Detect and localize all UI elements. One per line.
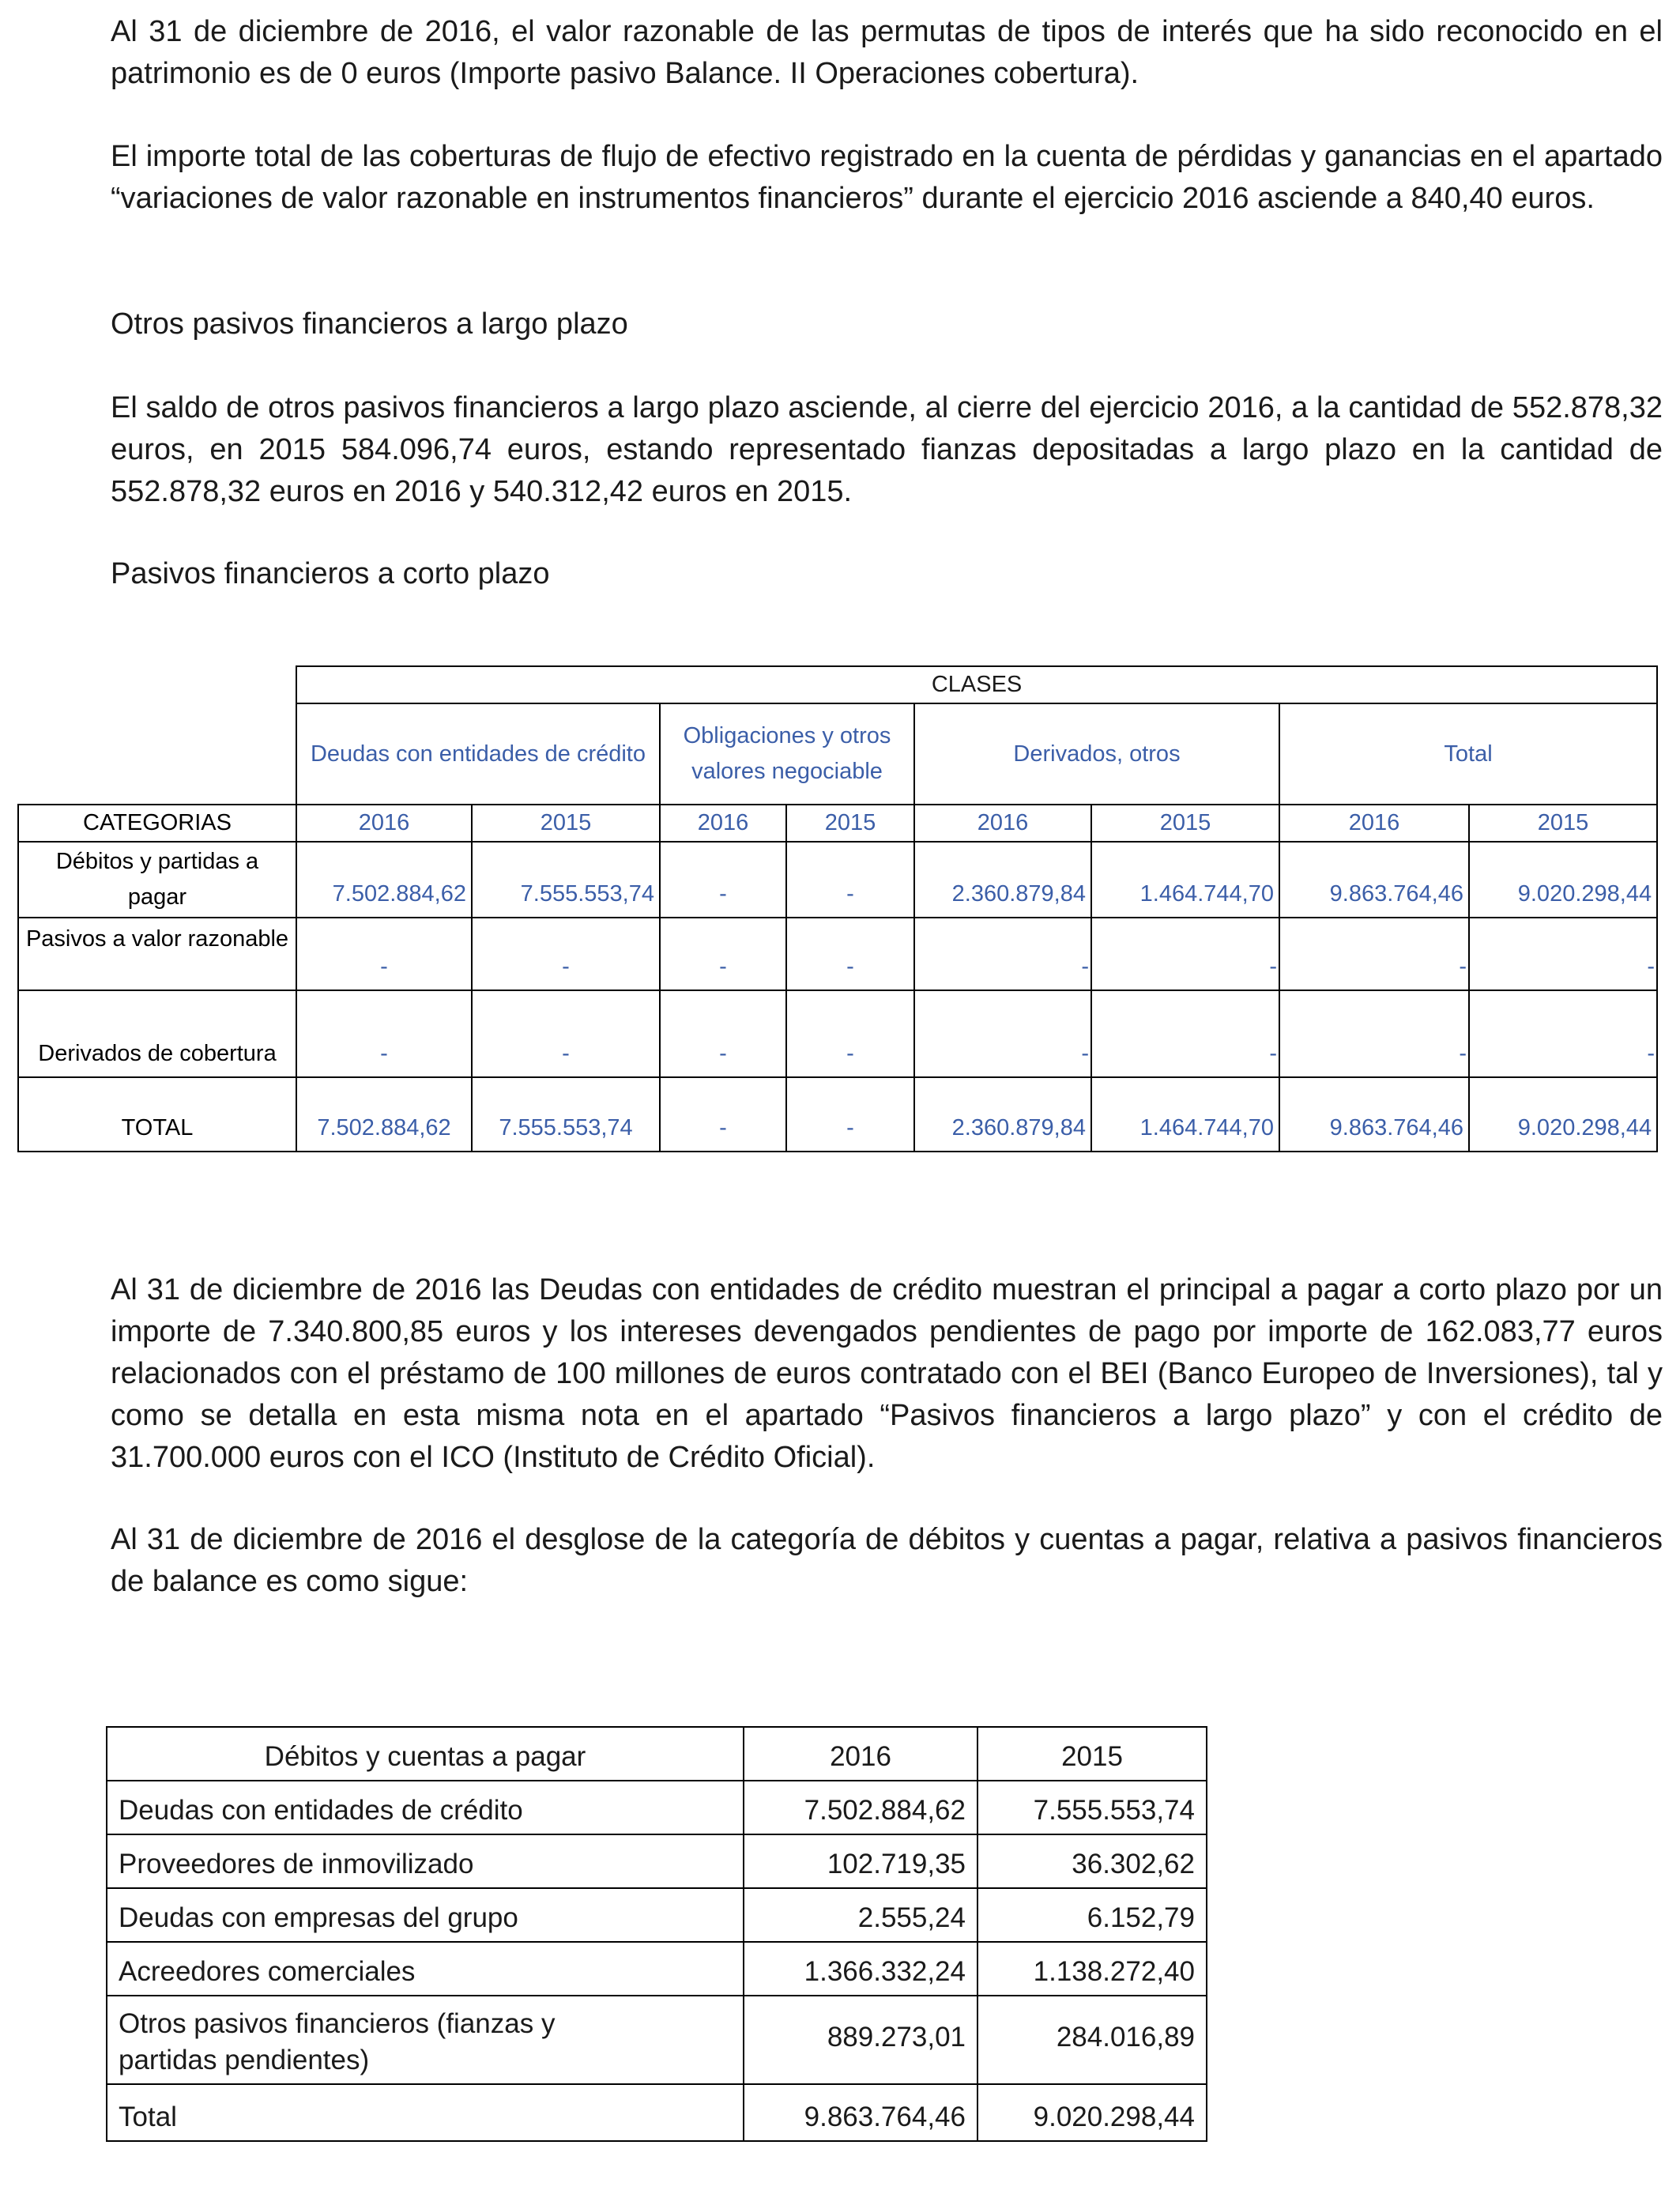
table1-cell: -	[1279, 990, 1469, 1077]
table1-cell: 9.020.298,44	[1469, 1077, 1657, 1152]
table1-year: 2015	[786, 805, 914, 842]
table1-cell: -	[1469, 918, 1657, 990]
table1-cell: -	[786, 1077, 914, 1152]
table1-year: 2016	[660, 805, 786, 842]
table-row	[107, 1942, 1207, 1996]
paragraph-deudas-entidades: Al 31 de diciembre de 2016 las Deudas con entidades de crédito muestran el principal a pagar a corto plazo por un importe de 7.340.800,85 euros y los intereses devengados pendientes de pago por importe de 162.083,77 euros relacionados con el préstamo de 100 millones de euros contratado con el BEI (Banco Europeo de Inversiones), tal y como se detalla en esta misma nota en el apartado “Pasivos financieros a largo plazo” y con el crédito de 31.700.000 euros con el ICO (Instituto de Crédito Oficial).	[111, 1273, 1663, 1474]
table2-cell-label: Deudas con empresas del grupo	[107, 1888, 744, 1942]
table2-cell-label: Acreedores comerciales	[107, 1942, 744, 1996]
table-row	[107, 2084, 1207, 2141]
table2-cell: 9.863.764,46	[744, 2084, 977, 2141]
table2-cell: 6.152,79	[977, 1888, 1207, 1942]
table2-cell: 1.366.332,24	[744, 1942, 977, 1996]
table1-cell: -	[1279, 918, 1469, 990]
table1-cell: -	[472, 990, 660, 1077]
table2-cell: 9.020.298,44	[977, 2084, 1207, 2141]
table1-cell: -	[1469, 990, 1657, 1077]
table2-cell: 102.719,35	[744, 1834, 977, 1888]
table1-cell: 7.502.884,62	[296, 1077, 472, 1152]
table1-cell: 9.863.764,46	[1279, 1077, 1469, 1152]
table1-row-label: Derivados de cobertura	[18, 990, 296, 1077]
table1-year: 2015	[1469, 805, 1657, 842]
table2-cell: 7.555.553,74	[977, 1781, 1207, 1834]
table2-cell-label: Proveedores de inmovilizado	[107, 1834, 744, 1888]
table-row	[18, 842, 1657, 918]
table1-cell: 7.555.553,74	[472, 842, 660, 918]
table1-cell: -	[1091, 990, 1279, 1077]
table1-group-obligaciones: Obligaciones y otros valores negociable	[660, 703, 914, 805]
table1-empty-corner-2	[18, 703, 296, 805]
table1-years-row	[18, 805, 1657, 842]
paragraph-desglose: Al 31 de diciembre de 2016 el desglose de la categoría de débitos y cuentas a pagar, relativa a pasivos financieros de balance es como sigue:	[111, 1523, 1663, 1598]
table2-cell-label: Deudas con entidades de crédito	[107, 1781, 744, 1834]
table1-year: 2016	[914, 805, 1091, 842]
table1-row-label: TOTAL	[18, 1077, 296, 1152]
table2-cell: 889.273,01	[744, 1996, 977, 2084]
table2-cell: 36.302,62	[977, 1834, 1207, 1888]
table1-row-label: Pasivos a valor razonable	[18, 918, 296, 990]
table1-row-label: Débitos y partidas a pagar	[18, 842, 296, 918]
table1-cell: 1.464.744,70	[1091, 1077, 1279, 1152]
table1-clases-header: CLASES	[296, 666, 1657, 703]
table2-header: 2015	[977, 1727, 1207, 1781]
debitos-cuentas-pagar-table	[106, 1726, 1207, 2142]
paragraph-permutas: Al 31 de diciembre de 2016, el valor razonable de las permutas de tipos de interés que ha sido reconocido en el patrimonio es de 0 euros (Importe pasivo Balance. II Operaciones cobertura).	[111, 15, 1663, 90]
table1-cell: 2.360.879,84	[914, 1077, 1091, 1152]
table2-header: Débitos y cuentas a pagar	[107, 1727, 744, 1781]
pasivos-corto-plazo-table	[17, 665, 1658, 1152]
table-row	[107, 1834, 1207, 1888]
table1-cell: 2.360.879,84	[914, 842, 1091, 918]
table-row	[107, 1996, 1207, 2084]
table1-cell: -	[660, 1077, 786, 1152]
table2-cell: 7.502.884,62	[744, 1781, 977, 1834]
table2-header: 2016	[744, 1727, 977, 1781]
table1-cell: 7.555.553,74	[472, 1077, 660, 1152]
table1-cell: -	[786, 842, 914, 918]
paragraph-otros-pasivos: El saldo de otros pasivos financieros a largo plazo asciende, al cierre del ejercicio 2016, a la cantidad de 552.878,32 euros, en 2015 584.096,74 euros, estando representado fianzas depositadas a largo plazo en la cantidad de 552.878,32 euros en 2016 y 540.312,42 euros en 2015.	[111, 391, 1663, 508]
table1-cell: -	[786, 918, 914, 990]
heading-otros-pasivos-largo-plazo: Otros pasivos financieros a largo plazo	[111, 307, 628, 341]
table-row	[107, 1781, 1207, 1834]
table2-cell: 1.138.272,40	[977, 1942, 1207, 1996]
table-row	[18, 1077, 1657, 1152]
table1-cell: -	[660, 842, 786, 918]
table1-cell: 1.464.744,70	[1091, 842, 1279, 918]
table1-cell: -	[296, 990, 472, 1077]
table2-cell-label: Otros pasivos financieros (fianzas y partidas pendientes)	[107, 1996, 744, 2084]
table2-cell: 2.555,24	[744, 1888, 977, 1942]
table1-year: 2015	[1091, 805, 1279, 842]
table-row	[107, 1888, 1207, 1942]
table-row	[18, 990, 1657, 1077]
table1-categorias-header: CATEGORIAS	[18, 805, 296, 842]
table1-group-derivados: Derivados, otros	[914, 703, 1279, 805]
table1-groups-row	[18, 703, 1657, 805]
table1-cell: -	[914, 918, 1091, 990]
table2-header-row	[107, 1727, 1207, 1781]
table1-cell: -	[472, 918, 660, 990]
table1-cell: -	[296, 918, 472, 990]
table1-cell: 9.863.764,46	[1279, 842, 1469, 918]
table1-group-deudas: Deudas con entidades de crédito	[296, 703, 660, 805]
table1-year: 2016	[296, 805, 472, 842]
table-row	[18, 918, 1657, 990]
table1-cell: -	[914, 990, 1091, 1077]
table2-cell: 284.016,89	[977, 1996, 1207, 2084]
table1-year: 2015	[472, 805, 660, 842]
paragraph-coberturas: El importe total de las coberturas de flujo de efectivo registrado en la cuenta de pérdidas y ganancias en el apartado “variaciones de valor razonable en instrumentos financieros” durante el ejercicio 2016 asciende a 840,40 euros.	[111, 140, 1663, 215]
table1-cell: -	[1091, 918, 1279, 990]
heading-pasivos-corto-plazo: Pasivos financieros a corto plazo	[111, 557, 550, 590]
table1-cell: -	[660, 918, 786, 990]
table1-cell: 9.020.298,44	[1469, 842, 1657, 918]
table2-cell-label: Total	[107, 2084, 744, 2141]
table1-group-total: Total	[1279, 703, 1657, 805]
table1-clases-row	[18, 666, 1657, 703]
table1-cell: -	[786, 990, 914, 1077]
table1-empty-corner	[18, 666, 296, 703]
table1-cell: 7.502.884,62	[296, 842, 472, 918]
table1-year: 2016	[1279, 805, 1469, 842]
table1-cell: -	[660, 990, 786, 1077]
